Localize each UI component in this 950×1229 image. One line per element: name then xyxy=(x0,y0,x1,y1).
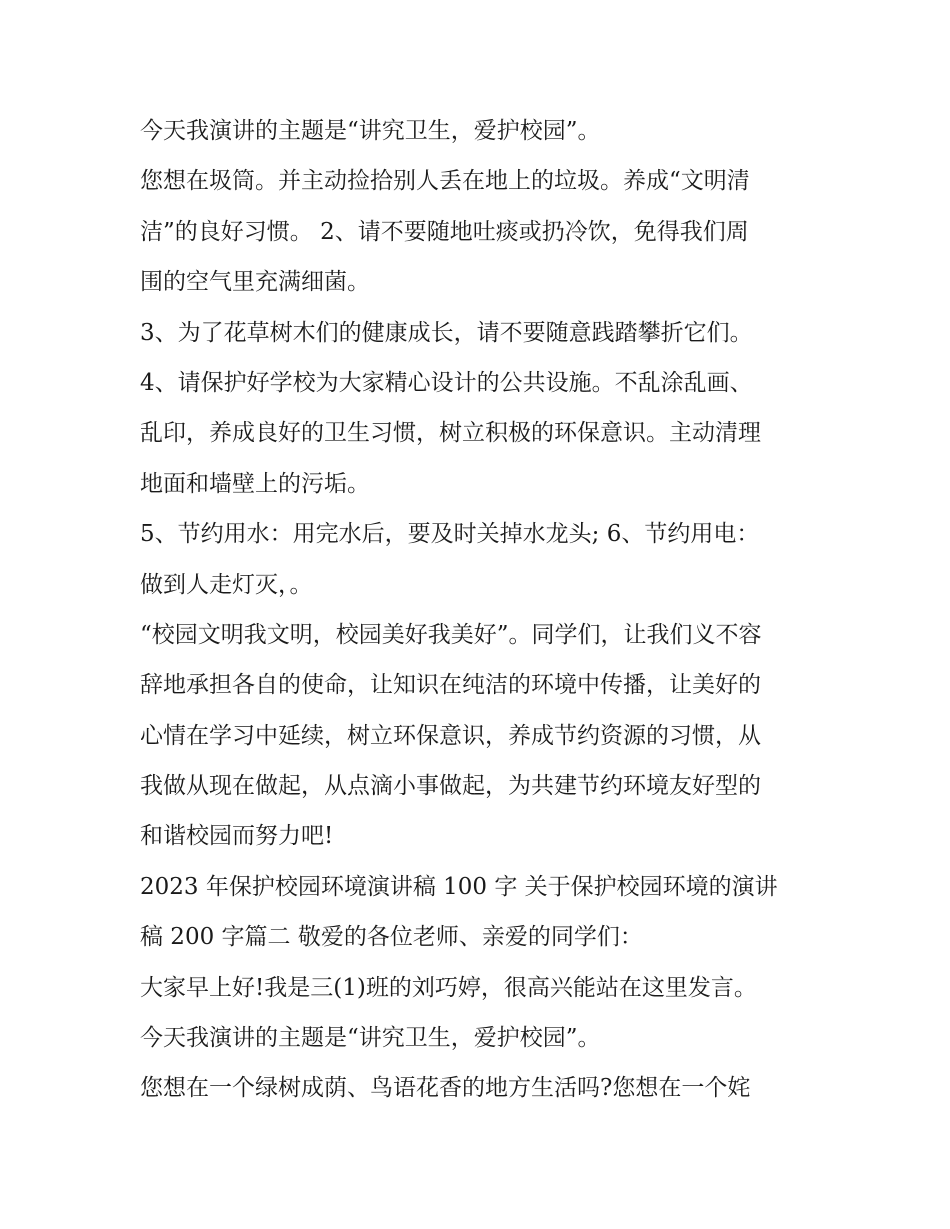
paragraph-call-to-action xyxy=(140,610,830,862)
text-line: 今天我演讲的主题是“讲究卫生，爱护校园”。 xyxy=(140,1025,601,1052)
text-line: 我做从现在做起，从点滴小事做起，为共建节约环境友好型的 xyxy=(140,773,761,800)
paragraph-item-5-6 xyxy=(140,509,830,610)
text-line: 今天我演讲的主题是“讲究卫生，爱护校园”。 xyxy=(140,118,601,144)
text-line: 5、节约用水：用完水后，要及时关掉水龙头; 6、节约用电： xyxy=(140,521,760,548)
text-line: 2023 年保护校园环境演讲稿 100 字 关于保护校园环境的演讲 xyxy=(140,873,778,900)
document-body xyxy=(140,106,830,1114)
paragraph-item-4 xyxy=(140,358,830,509)
text-line: 4、请保护好学校为大家精心设计的公共设施。不乱涂乱画、 xyxy=(140,369,753,396)
text-line: 稿 200 字篇二 敬爱的各位老师、亲爱的同学们： xyxy=(140,924,643,951)
text-line: 您想在圾筒。并主动捡拾别人丢在地上的垃圾。养成“文明清 xyxy=(140,168,750,195)
paragraph-topic-intro xyxy=(140,106,830,156)
text-line: 乱印，养成良好的卫生习惯，树立积极的环保意识。主动清理 xyxy=(140,420,761,447)
text-line: 心情在学习中延续，树立环保意识，养成节约资源的习惯，从 xyxy=(140,722,761,749)
text-line: 洁”的良好习惯。 2、请不要随地吐痰或扔冷饮，免得我们周 xyxy=(140,218,749,245)
paragraph-item-3 xyxy=(140,308,830,358)
text-line: 您想在一个绿树成荫、鸟语花香的地方生活吗?您想在一个姹 xyxy=(140,1075,751,1102)
text-line: 地面和墙壁上的污垢。 xyxy=(140,470,370,497)
paragraph-question xyxy=(140,1063,830,1113)
text-line: 3、为了花草树木们的健康成长，请不要随意践踏攀折它们。 xyxy=(140,319,753,346)
paragraph-topic-repeat xyxy=(140,1013,830,1063)
text-line: 做到人走灯灭，。 xyxy=(140,571,313,598)
paragraph-greeting xyxy=(140,963,830,1013)
text-line: 大家早上好!我是三(1)班的刘巧婷，很高兴能站在这里发言。 xyxy=(140,974,757,1001)
paragraph-section-heading xyxy=(140,862,830,963)
text-line: 辞地承担各自的使命，让知识在纯洁的环境中传播，让美好的 xyxy=(140,672,761,699)
text-line: 围的空气里充满细菌。 xyxy=(140,269,370,296)
text-line: “校园文明我文明，校园美好我美好”。同学们，让我们义不容 xyxy=(140,621,762,648)
text-line: 和谐校园而努力吧! xyxy=(140,823,334,850)
paragraph-trash-habits xyxy=(140,156,830,307)
